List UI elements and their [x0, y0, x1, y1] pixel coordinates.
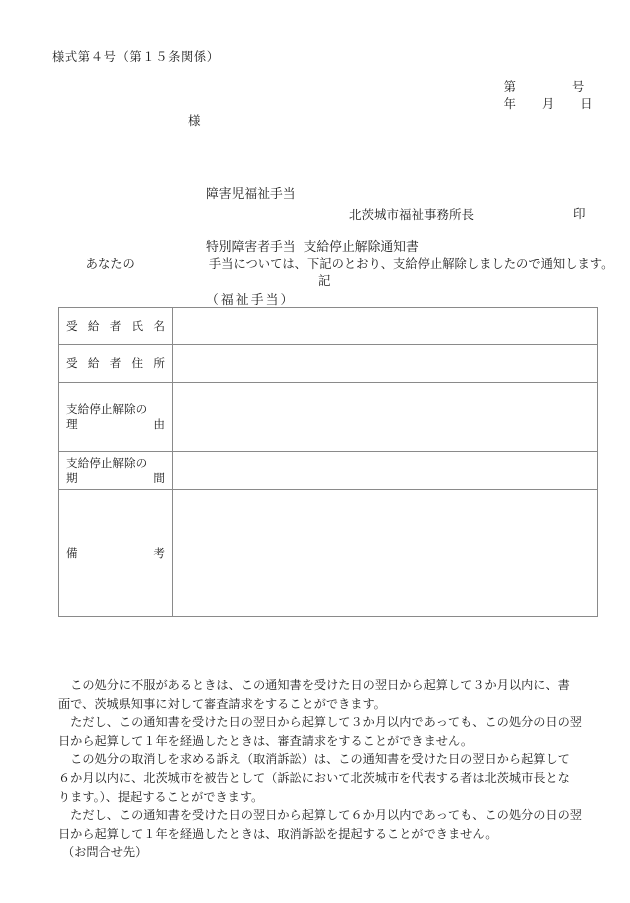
title-line-1: 障害児福祉手当 — [206, 187, 296, 203]
issuer-name: 北茨城市福祉事務所長 — [349, 207, 475, 222]
ki-heading: 記 — [318, 273, 331, 288]
row-label-suspension-release-period: 支給停止解除の 期間 — [59, 452, 173, 490]
row-value-recipient-address[interactable] — [173, 345, 598, 383]
form-number: 様式第４号（第１５条関係） — [52, 50, 220, 64]
title-benefit-name: 特別障害者手当 — [206, 239, 296, 255]
title-document-name: 支給停止解除通知書 — [303, 239, 419, 255]
addressee-honorific: 様 — [188, 113, 201, 128]
legal-notice-block — [58, 676, 582, 843]
month-label: 月 — [541, 97, 555, 111]
year-label: 年 — [503, 97, 516, 111]
table-row — [59, 383, 598, 452]
date-row — [488, 80, 593, 126]
legal-paragraph-3: この処分の取消しを求める訴え（取消訴訟）は、この通知書を受けた日の翌日から起算して６か月以内に、北茨城市を被告として（訴訟において北茨城市を代表する者は北茨城市長となります。）、提起することができます。 — [58, 752, 570, 804]
document-number-unit: 号 — [571, 80, 585, 94]
notice-prefix: あなたの — [85, 257, 135, 271]
row-value-recipient-name[interactable] — [173, 308, 598, 345]
table-row — [59, 490, 598, 617]
legal-paragraph-1: この処分に不服があるときは、この通知書を受けた日の翌日から起算して３か月以内に、書面で、茨城県知事に対して審査請求をすることができます。 — [58, 678, 570, 711]
row-label-suspension-release-reason: 支給停止解除の 理由 — [59, 383, 173, 452]
table-row — [59, 345, 598, 383]
row-value-remarks[interactable] — [173, 490, 598, 617]
title-line-3: （福祉手当） — [206, 292, 296, 308]
table-row — [59, 308, 598, 345]
notice-sentence — [70, 240, 613, 286]
seal-icon: 印 — [573, 206, 586, 221]
row-label-recipient-address: 受給者住所 — [59, 345, 173, 383]
row-value-suspension-release-period[interactable] — [173, 452, 598, 490]
day-label: 日 — [580, 97, 593, 111]
row-value-suspension-release-reason[interactable] — [173, 383, 598, 452]
legal-paragraph-4: ただし、この通知書を受けた日の翌日から起算して６か月以内であっても、この処分の日の翌日から起算して１年を経過したときは、取消訴訟を提起することができません。 — [58, 808, 582, 841]
recipient-info-table — [58, 307, 598, 617]
row-label-recipient-name: 受給者氏名 — [59, 308, 173, 345]
legal-paragraph-2: ただし、この通知書を受けた日の翌日から起算して３か月以内であっても、この処分の日の翌日から起算して１年を経過したときは、審査請求をすることができません。 — [58, 715, 582, 748]
notice-suffix: 手当については、下記のとおり、支給停止解除しましたので通知します。 — [208, 257, 614, 271]
contact-label: （お問合せ先） — [62, 845, 148, 859]
table-row — [59, 452, 598, 490]
row-label-remarks: 備考 — [59, 490, 173, 617]
document-number-label: 第 — [503, 80, 516, 94]
